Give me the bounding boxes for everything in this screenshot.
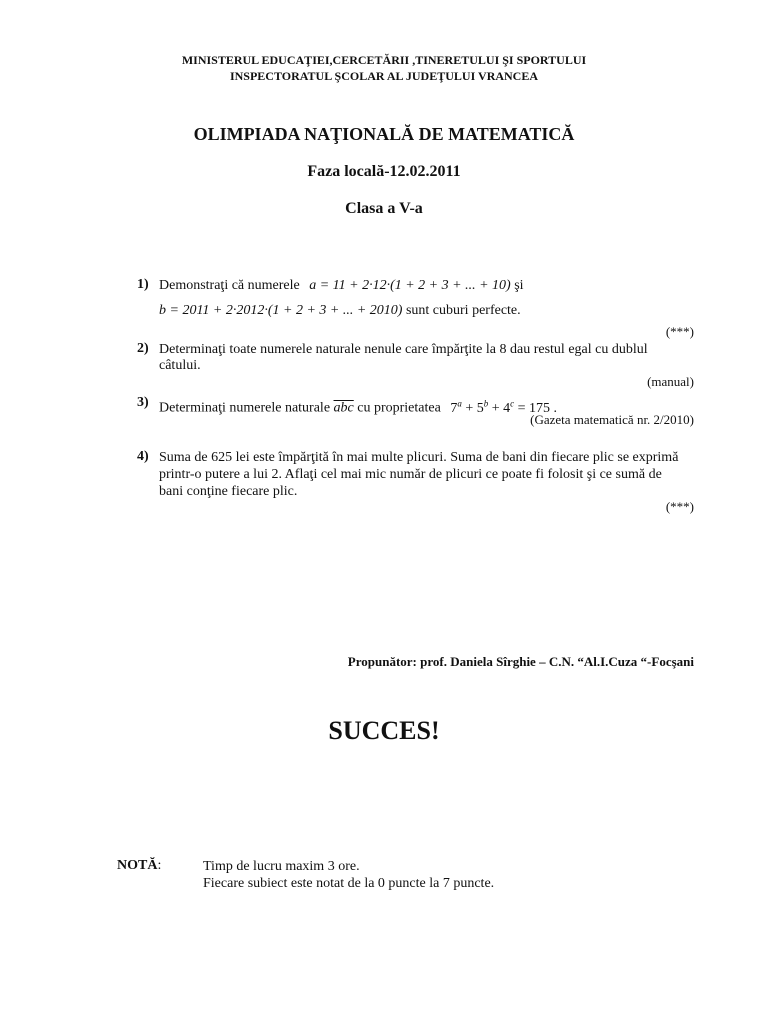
problem-1-number: 1): [137, 277, 149, 292]
problem-2-line1: Determinaţi toate numerele naturale nenule care împărţite la 8 dau restul egal cu dublul: [159, 342, 648, 357]
problem-4-line1: Suma de 625 lei este împărţită în mai multe plicuri. Suma de bani din fiecare plic se exprimă: [159, 450, 679, 465]
problem-1-source: (***): [665, 324, 694, 339]
eq-base-4: 4: [503, 400, 511, 416]
closing-success: SUCCES!: [328, 716, 440, 745]
problem-4-line3: bani conţine fiecare plic.: [159, 484, 298, 499]
problem-2-line2: câtului.: [159, 358, 201, 373]
note-line2: Fiecare subiect este notat de la 0 puncte la 7 puncte.: [203, 876, 495, 891]
eq-exp-a: a: [457, 398, 462, 408]
problem-1-expr-b: b = 2011 + 2·2012·(1 + 2 + 3 + ... + 2010): [159, 303, 403, 318]
eq-exp-c: c: [510, 398, 515, 408]
eq-base-7: 7: [450, 400, 458, 416]
problem-3-property: cu proprietatea: [357, 400, 441, 416]
problem-1-line2: [159, 302, 521, 319]
problem-4-number: 4): [137, 449, 149, 464]
problem-1-text: [159, 277, 524, 294]
problem-3-source: (Gazeta matematică nr. 2/2010): [530, 412, 694, 427]
note-line1: Timp de lucru maxim 3 ore.: [203, 859, 360, 874]
problem-2-source: (manual): [647, 374, 694, 389]
page-title: OLIMPIADA NAŢIONALĂ DE MATEMATICĂ: [193, 124, 575, 144]
problem-3-number: 3): [137, 395, 149, 410]
eq-exp-b: b: [483, 398, 489, 408]
note-colon: :: [157, 858, 162, 873]
grade-level: Clasa a V-a: [345, 200, 423, 217]
note-label: [117, 858, 161, 874]
problem-4-source: (***): [665, 499, 694, 514]
eq-rhs: = 175 .: [517, 400, 558, 416]
header-inspectorate: INSPECTORATUL ŞCOLAR AL JUDEŢULUI VRANCEA: [229, 69, 539, 83]
problem-2-number: 2): [137, 341, 149, 356]
problem-3-overline-abc: $\overline{abc}$: [333, 400, 354, 416]
note-label-text: NOTĂ: [117, 858, 158, 873]
problem-1-conclusion: sunt cuburi perfecte.: [405, 303, 521, 318]
problem-1-conj: şi: [514, 278, 524, 293]
problem-1-intro: Demonstraţi că numerele: [159, 278, 300, 293]
author-line: Propunător: prof. Daniela Sîrghie – C.N. “Al.I.Cuza “-Focşani: [347, 654, 694, 669]
problem-1-expr-a: a = 11 + 2·12·(1 + 2 + 3 + ... + 10): [309, 278, 511, 293]
header-ministry: MINISTERUL EDUCAŢIEI,CERCETĂRII ,TINERETULUI ŞI SPORTULUI: [181, 53, 587, 67]
problem-3-text: [159, 395, 557, 417]
problem-3-intro: Determinaţi numerele naturale: [159, 400, 331, 416]
eq-base-5: 5: [476, 400, 484, 416]
problem-3-equation: $7^a + 5^b + 4^c = 175$ .: [450, 398, 558, 416]
problem-4-line2: printr-o putere a lui 2. Aflaţi cel mai mic număr de plicuri ce poate fi folosit şi ce sumă de: [159, 467, 662, 482]
phase-date: Faza locală-12.02.2011: [307, 163, 461, 180]
